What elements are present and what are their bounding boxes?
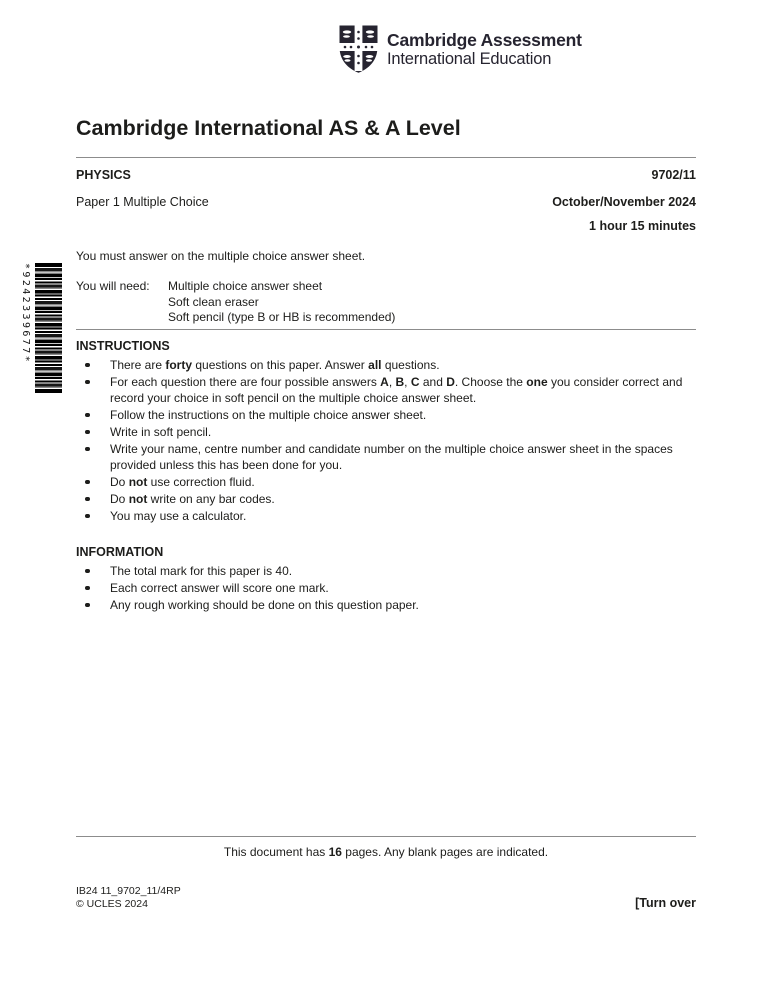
bullet-dot <box>76 580 110 596</box>
cambridge-shield-icon <box>338 24 379 74</box>
logo-org-name: Cambridge Assessment <box>387 29 582 50</box>
instructions-heading: INSTRUCTIONS <box>76 338 170 353</box>
subject-name: PHYSICS <box>76 168 131 182</box>
instruction-item <box>76 508 696 524</box>
you-will-need-block <box>76 279 696 326</box>
bullet-dot <box>76 357 110 373</box>
instruction-text: Write in soft pencil. <box>110 424 212 439</box>
footer-row <box>76 885 696 910</box>
information-item <box>76 563 696 579</box>
need-item: Multiple choice answer sheet <box>168 279 323 293</box>
bullet-dot <box>76 407 110 423</box>
bullet-dot <box>76 563 110 579</box>
pages-note: This document has 16 pages. Any blank pages are indicated. <box>223 845 549 859</box>
bullet-dot <box>76 374 110 406</box>
paper-name: Paper 1 Multiple Choice <box>76 195 209 209</box>
bullet-dot <box>76 508 110 524</box>
turn-over-label: [Turn over <box>635 896 696 910</box>
instruction-text: Follow the instructions on the multiple choice answer sheet. <box>110 407 427 422</box>
information-text: Each correct answer will score one mark. <box>110 580 329 595</box>
instructions-divider <box>76 329 696 330</box>
information-text: The total mark for this paper is 40. <box>110 563 293 578</box>
header-divider-top <box>76 157 696 158</box>
exam-duration: 1 hour 15 minutes <box>589 219 696 233</box>
answer-notice: You must answer on the multiple choice answer sheet. <box>76 249 366 263</box>
instruction-item <box>76 491 696 507</box>
instruction-text: Write your name, centre number and candidate number on the multiple choice answer sheet in the spaces provided unless this has been done for you. <box>110 441 673 472</box>
you-will-need-items <box>168 279 395 326</box>
instruction-item <box>76 424 696 440</box>
instruction-item <box>76 474 696 490</box>
paper-code: 9702/11 <box>651 168 696 182</box>
need-item: Soft pencil (type B or HB is recommended) <box>168 310 396 324</box>
footer-divider <box>76 836 696 837</box>
copyright-notice: © UCLES 2024 <box>76 897 148 910</box>
bullet-dot <box>76 424 110 440</box>
you-will-need-label: You will need: <box>76 279 150 293</box>
information-item <box>76 580 696 596</box>
bullet-dot <box>76 597 110 613</box>
exam-session: October/November 2024 <box>552 195 696 209</box>
barcode-bars <box>35 263 62 393</box>
instructions-list <box>76 357 696 524</box>
instruction-text: For each question there are four possible answers A, B, C and D. Choose the one you consider correct and record your choice in soft pencil on the multiple choice answer sheet. <box>110 374 683 405</box>
bullet-dot <box>76 474 110 490</box>
qualification-title: Cambridge International AS & A Level <box>76 116 461 140</box>
need-item: Soft clean eraser <box>168 294 259 309</box>
logo-wordmark <box>387 30 582 69</box>
instruction-item <box>76 407 696 423</box>
footer-references <box>76 885 181 910</box>
page-footer <box>76 836 696 910</box>
instruction-text: Do not use correction fluid. <box>110 474 255 489</box>
cambridge-logo <box>338 24 582 74</box>
bullet-dot <box>76 441 110 473</box>
cover-content <box>76 116 696 614</box>
subject-row <box>76 167 696 183</box>
instruction-text: Do not write on any bar codes. <box>110 491 275 506</box>
instruction-text: There are forty questions on this paper. Answer all questions. <box>110 357 440 372</box>
paper-row <box>76 194 696 210</box>
bullet-dot <box>76 491 110 507</box>
barcode-number: *9242339677* <box>20 263 31 365</box>
information-heading: INFORMATION <box>76 544 164 559</box>
instruction-item <box>76 357 696 373</box>
instruction-item <box>76 374 696 406</box>
paper-reference: IB24 11_9702_11/4RP <box>76 885 181 897</box>
candidate-barcode <box>18 263 62 393</box>
information-list <box>76 563 696 613</box>
instruction-item <box>76 441 696 473</box>
information-item <box>76 597 696 613</box>
duration-row <box>76 218 696 234</box>
instruction-text: You may use a calculator. <box>110 508 247 523</box>
logo-org-subname: International Education <box>387 49 552 68</box>
information-text: Any rough working should be done on this question paper. <box>110 597 419 612</box>
